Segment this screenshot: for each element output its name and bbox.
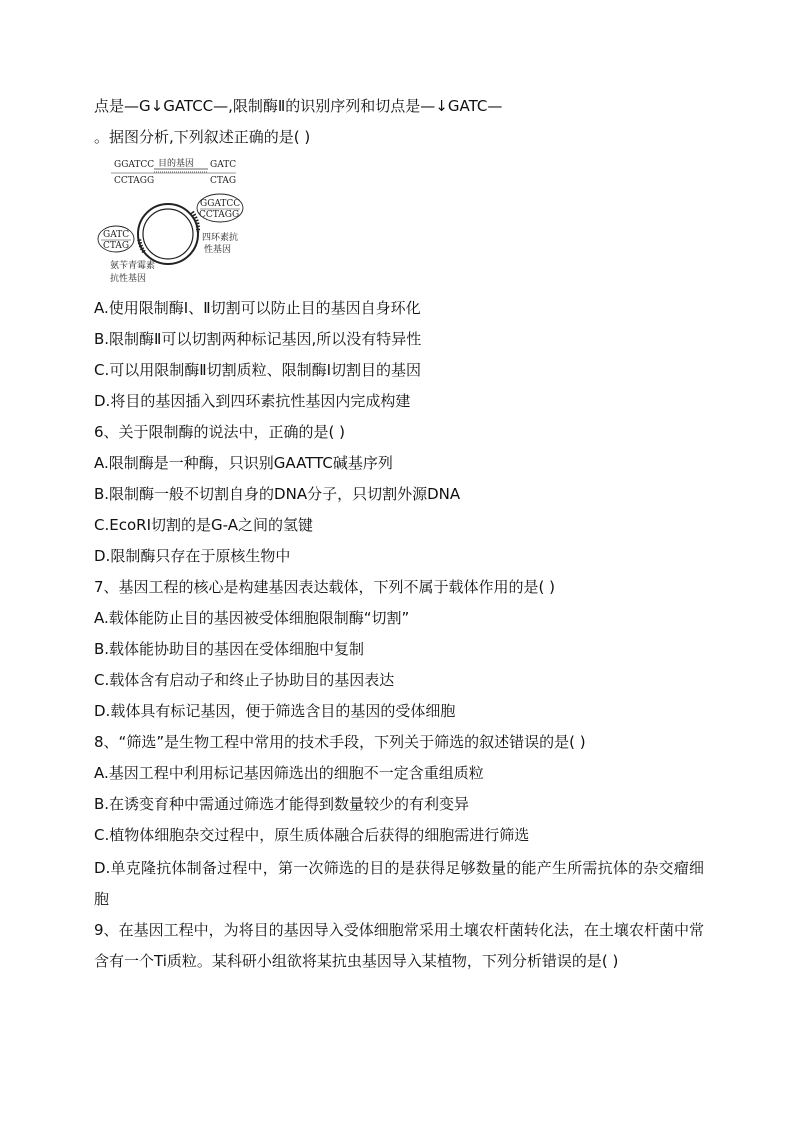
fig-right-circle-top: GGATCC — [200, 199, 241, 209]
line-18: A.基因工程中利用标记基因筛选出的细胞不一定含重组质粒 — [94, 764, 484, 782]
line-10: C.EcoRⅠ切割的是G-A之间的氢键 — [94, 516, 313, 534]
fig-amp-label-1: 氨苄青霉素 — [110, 261, 156, 271]
fig-bottom-right-seq: CTAG — [210, 176, 237, 186]
line-6: D.将目的基因插入到四环素抗性基因内完成构建 — [94, 392, 411, 410]
fig-tet-label-1: 四环素抗 — [202, 233, 239, 243]
fig-bottom-left-seq: CCTAGG — [114, 176, 155, 186]
line-14: B.载体能协助目的基因在受体细胞中复制 — [94, 640, 365, 658]
line-13: A.载体能防止目的基因被受体细胞限制酶“切割” — [94, 609, 410, 627]
line-4: B.限制酶Ⅱ可以切割两种标记基因,所以没有特异性 — [94, 330, 422, 348]
line-22: 9、在基因工程中，为将目的基因导入受体细胞常采用土壤农杆菌转化法，在土壤农杆菌中常含有一个Ti质粒。某科研小组欲将某抗虫基因导入某植物，下列分析错误的是( ) — [94, 921, 704, 970]
line-7: 6、关于限制酶的说法中，正确的是( ) — [94, 423, 346, 441]
fig-amp-label-2: 抗性基因 — [110, 274, 147, 284]
line-15: C.载体含有启动子和终止子协助目的基因表达 — [94, 671, 395, 689]
plasmid-figure — [96, 152, 256, 287]
line-3: A.使用限制酶Ⅰ、Ⅱ切割可以防止目的基因自身环化 — [94, 299, 421, 317]
line-1: 点是—G↓GATCC—,限制酶Ⅱ的识别序列和切点是—↓GATC— — [94, 97, 503, 115]
line-5: C.可以用限制酶Ⅱ切割质粒、限制酶Ⅰ切割目的基因 — [94, 361, 422, 379]
line-9: B.限制酶一般不切割自身的DNA分子，只切割外源DNA — [94, 485, 461, 503]
fig-right-circle-bottom: CCTAGG — [199, 210, 240, 220]
line-19: B.在诱变育种中需通过筛选才能得到数量较少的有利变异 — [94, 795, 470, 813]
fig-left-circle-bottom: CTAG — [103, 241, 130, 251]
fig-left-circle-top: GATC — [103, 230, 130, 240]
line-20: C.植物体细胞杂交过程中，原生质体融合后获得的细胞需进行筛选 — [94, 826, 530, 844]
fig-top-left-seq: GGATCC — [114, 160, 155, 170]
line-16: D.载体具有标记基因，便于筛选含目的基因的受体细胞 — [94, 702, 456, 720]
line-17: 8、“筛选”是生物工程中常用的技术手段，下列关于筛选的叙述错误的是( ) — [94, 733, 586, 751]
fig-top-right-seq: GATC — [210, 160, 237, 170]
line-8: A.限制酶是一种酶，只识别GAATTC碱基序列 — [94, 454, 393, 472]
fig-gene-label: 目的基因 — [158, 159, 195, 169]
line-21: D.单克隆抗体制备过程中，第一次筛选的目的是获得足够数量的能产生所需抗体的杂交瘤细胞 — [94, 859, 704, 908]
line-2: 。据图分析,下列叙述正确的是( ) — [94, 128, 311, 146]
fig-tet-label-2: 性基因 — [204, 245, 232, 255]
line-11: D.限制酶只存在于原核生物中 — [94, 547, 291, 565]
line-12: 7、基因工程的核心是构建基因表达载体，下列不属于载体作用的是( ) — [94, 578, 556, 596]
